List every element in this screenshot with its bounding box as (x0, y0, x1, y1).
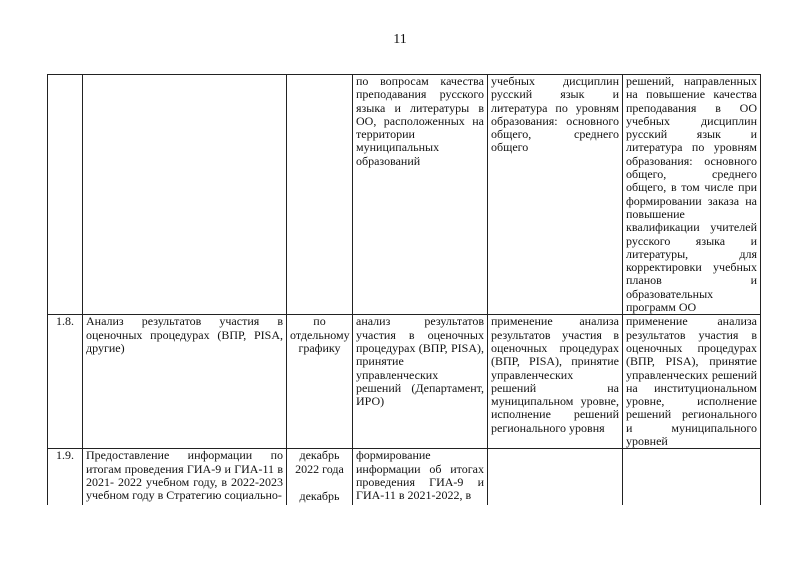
deadline-cell (287, 449, 353, 506)
row-number: 1.9. (48, 449, 83, 506)
row-number: 1.8. (48, 315, 83, 449)
deadline-text: декабрь 2022 года (295, 448, 344, 476)
institutional-result-cell: применение анализа результатов участия в оценочных процедурах (ВПР, PISA), принятие управленческих решений на институциональном уровне, исполнение решений регионального и муниципального уровней (623, 315, 761, 449)
deadline-text-2: декабрь (299, 488, 340, 503)
institutional-result-cell (623, 449, 761, 506)
page-number: 11 (393, 32, 407, 47)
municipal-result-cell: учебных дисциплин русский язык и литература по уровням образования: основного общего, среднего общего (488, 75, 623, 315)
activity-cell: Анализ результатов участия в оценочных процедурах (ВПР, PISA, другие) (83, 315, 287, 449)
table-row (48, 75, 761, 315)
deadline-cell: по отдельному графику (287, 315, 353, 449)
row-number (48, 75, 83, 315)
activity-cell (83, 75, 287, 315)
institutional-result-cell: решений, направленных на повышение качества преподавания в ОО учебных дисциплин русский язык и литература по уровням образования: основного общего, среднего общего, в том числе при формировании заказа на повышение квалификации учителей русского языка и литературы, для корректировки учебных планов и образовательных программ ОО (623, 75, 761, 315)
form-cell: по вопросам качества преподавания русского языка и литературы в ОО, расположенных на территории муниципальных образований (353, 75, 488, 315)
municipal-result-cell (488, 449, 623, 506)
measures-table (47, 74, 761, 505)
table-row (48, 449, 761, 506)
activity-cell: Предоставление информации по итогам проведения ГИА-9 и ГИА-11 в 2021- 2022 учебном году, в 2022-2023 учебном году в Стратегию социально- (83, 449, 287, 506)
deadline-cell (287, 75, 353, 315)
form-cell: формирование информации об итогах проведения ГИА-9 и ГИА-11 в 2021-2022, в (353, 449, 488, 506)
table-row (48, 315, 761, 449)
form-cell: анализ результатов участия в оценочных процедурах (ВПР, PISA), принятие управленческих решений (Департамент, ИРО) (353, 315, 488, 449)
municipal-result-cell: применение анализа результатов участия в оценочных процедурах (ВПР, PISA), принятие управленческих решений на муниципальном уровне, исполнение решений регионального уровня (488, 315, 623, 449)
